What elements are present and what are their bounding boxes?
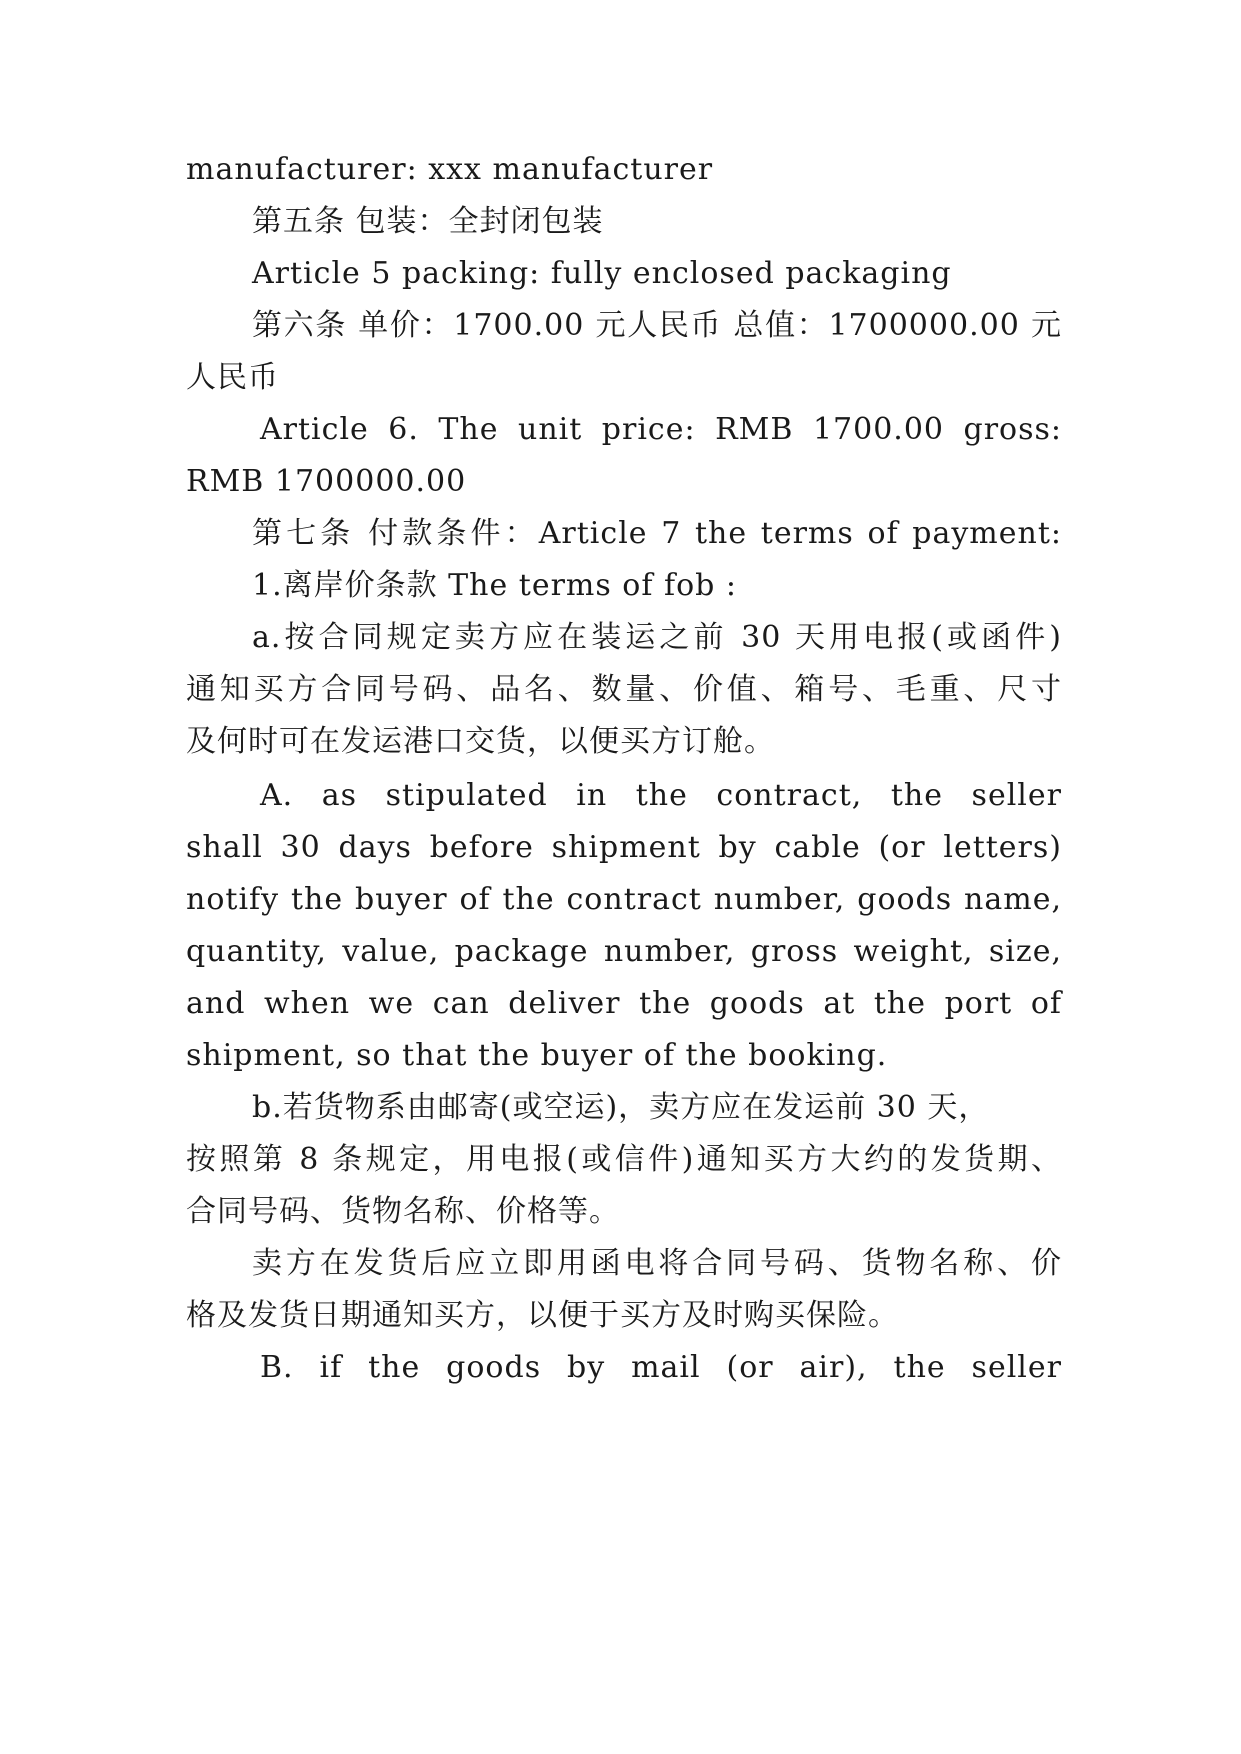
text-line: 第五条 包装：全封闭包装	[252, 204, 604, 239]
text-line: 第七条 付款条件：Article 7 the terms of payment:	[252, 516, 1062, 551]
text-line: 通知买方合同号码、品名、数量、价值、箱号、毛重、尺寸	[186, 672, 1062, 707]
text-line: a.按合同规定卖方应在装运之前 30 天用电报(或函件)	[252, 620, 1062, 655]
text-line: shipment, so that the buyer of the booking.	[186, 1038, 888, 1073]
text-line: quantity, value, package number, gross weight, size,	[186, 934, 1062, 969]
text-line: shall 30 days before shipment by cable (or letters)	[186, 830, 1062, 865]
text-line: A. as stipulated in the contract, the seller	[260, 778, 1062, 813]
text-line: and when we can deliver the goods at the port of	[186, 986, 1062, 1021]
text-line: Article 6. The unit price: RMB 1700.00 gross:	[260, 412, 1062, 447]
text-line: notify the buyer of the contract number, goods name,	[186, 882, 1062, 917]
text-line: 人民币	[186, 360, 279, 395]
text-line: 格及发货日期通知买方，以便于买方及时购买保险。	[186, 1298, 899, 1333]
text-line: 及何时可在发运港口交货，以便买方订舱。	[186, 724, 775, 759]
text-line: 1.离岸价条款 The terms of fob :	[252, 568, 738, 603]
text-line: b.若货物系由邮寄(或空运)，卖方应在发运前 30 天，	[252, 1090, 990, 1125]
text-line: 合同号码、货物名称、价格等。	[186, 1194, 620, 1229]
text-line: manufacturer: xxx manufacturer	[186, 152, 714, 187]
text-line: Article 5 packing: fully enclosed packaging	[252, 256, 952, 291]
text-line: 按照第 8 条规定，用电报(或信件)通知买方大约的发货期、	[186, 1142, 1062, 1177]
text-line: B. if the goods by mail (or air), the seller	[260, 1350, 1062, 1385]
text-line: 第六条 单价：1700.00 元人民币 总值：1700000.00 元	[252, 308, 1062, 343]
text-line: RMB 1700000.00	[186, 464, 467, 499]
text-line: 卖方在发货后应立即用函电将合同号码、货物名称、价	[252, 1246, 1062, 1281]
